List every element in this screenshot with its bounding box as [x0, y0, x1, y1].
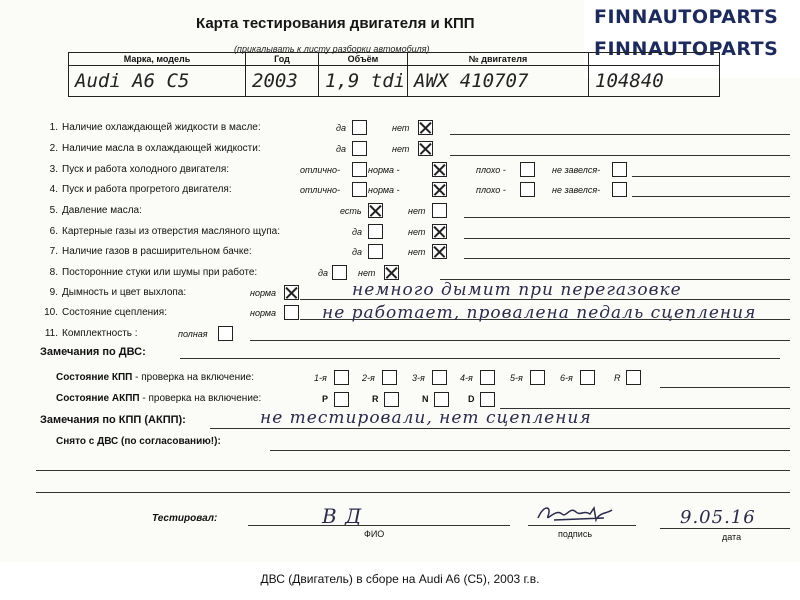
- option-label: да: [336, 123, 346, 133]
- option-label: не завелся-: [552, 185, 601, 195]
- date-value: 9.05.16: [680, 507, 756, 528]
- logo-line-1: FINNAUTOPARTS: [594, 6, 779, 28]
- item-line: [632, 176, 790, 177]
- signature-line: [528, 525, 636, 526]
- item-number: 7.: [49, 246, 58, 257]
- gear-label: R: [614, 373, 621, 383]
- option-checkbox[interactable]: [352, 182, 367, 197]
- mode-checkbox[interactable]: [334, 392, 349, 407]
- option-label: нет: [392, 144, 410, 154]
- item-line: [464, 217, 790, 218]
- option-checkbox[interactable]: [612, 162, 627, 177]
- option-checkbox[interactable]: [368, 203, 383, 218]
- option-checkbox[interactable]: [520, 162, 535, 177]
- page-caption: ДВС (Двигатель) в сборе на Audi A6 (C5), 2003 г.в.: [260, 572, 540, 586]
- option-label: норма: [250, 308, 277, 318]
- item-number: 8.: [49, 267, 58, 278]
- option-label: норма -: [368, 165, 400, 175]
- date-line: [660, 528, 790, 529]
- option-checkbox[interactable]: [432, 162, 447, 177]
- option-label: норма -: [368, 185, 400, 195]
- item-line: [632, 196, 790, 197]
- gear-checkbox[interactable]: [580, 370, 595, 385]
- handwritten-kpp-remarks: не тестировали, нет сцепления: [260, 408, 592, 428]
- dvs-remarks-label: Замечания по ДВС:: [40, 346, 146, 358]
- removed-line-1: [270, 450, 790, 451]
- value-make-model: Audi A6 C5: [69, 66, 246, 97]
- option-label: полная: [178, 329, 208, 339]
- gear-checkbox[interactable]: [626, 370, 641, 385]
- document-subtitle: (прикалывать к листу разборки автомобиля): [234, 44, 430, 54]
- option-label: не завелся-: [552, 165, 601, 175]
- option-label: нет: [408, 206, 426, 216]
- value-year: 2003: [246, 66, 319, 97]
- mode-checkbox[interactable]: [434, 392, 449, 407]
- removed-label: Снято с ДВС (по согласованию!):: [56, 436, 221, 447]
- tested-label: Тестировал:: [152, 513, 218, 524]
- option-checkbox[interactable]: [284, 305, 299, 320]
- item-number: 3.: [49, 164, 58, 175]
- option-label: норма: [250, 288, 277, 298]
- option-label: да: [352, 227, 362, 237]
- kpp-remarks-line: [210, 428, 790, 429]
- option-checkbox[interactable]: [612, 182, 627, 197]
- col-year: Год: [246, 53, 319, 66]
- item-label: Картерные газы из отверстия масляного щупа:: [62, 226, 280, 237]
- gear-checkbox[interactable]: [480, 370, 495, 385]
- item-label: Наличие охлаждающей жидкости в масле:: [62, 122, 261, 133]
- gear-checkbox[interactable]: [334, 370, 349, 385]
- option-checkbox[interactable]: [284, 285, 299, 300]
- kpp-state-bold: Состояние КПП: [56, 372, 133, 383]
- option-checkbox[interactable]: [368, 224, 383, 239]
- option-label: плохо -: [476, 185, 506, 195]
- option-checkbox[interactable]: [432, 182, 447, 197]
- item-number: 9.: [49, 287, 58, 298]
- option-label: плохо -: [476, 165, 506, 175]
- gear-checkbox[interactable]: [432, 370, 447, 385]
- option-label: да: [336, 144, 346, 154]
- item-label: Пуск и работа прогретого двигателя:: [62, 184, 232, 195]
- tested-value: В Д: [322, 504, 363, 528]
- value-volume: 1,9 tdi: [319, 66, 408, 97]
- akpp-state-rest: - проверка на включение:: [139, 393, 262, 404]
- option-label: отлично-: [300, 185, 340, 195]
- col-volume: Объём: [319, 53, 408, 66]
- mode-label: P: [322, 394, 329, 404]
- option-label: отлично-: [300, 165, 340, 175]
- date-label: дата: [722, 532, 742, 542]
- removed-line-3: [36, 492, 790, 493]
- option-checkbox[interactable]: [352, 120, 367, 135]
- item-number: 6.: [49, 226, 58, 237]
- option-checkbox[interactable]: [384, 265, 399, 280]
- mode-checkbox[interactable]: [384, 392, 399, 407]
- item-number: 1.: [49, 122, 58, 133]
- option-label: нет: [358, 268, 376, 278]
- gear-label: 1-я: [314, 373, 327, 383]
- option-label: нет: [392, 123, 410, 133]
- option-checkbox[interactable]: [352, 141, 367, 156]
- fio-label: ФИО: [364, 529, 385, 539]
- mode-label: R: [372, 394, 379, 404]
- kpp-remarks-label: Замечания по КПП (АКПП):: [40, 414, 186, 426]
- logo-line-2: FINNAUTOPARTS: [594, 38, 779, 60]
- option-checkbox[interactable]: [418, 141, 433, 156]
- value-engine-number: AWX 410707: [408, 66, 589, 97]
- item-line: [250, 340, 790, 341]
- fio-line: [248, 525, 510, 526]
- item-number: 5.: [49, 205, 58, 216]
- signature-label: подпись: [558, 529, 593, 539]
- mode-checkbox[interactable]: [480, 392, 495, 407]
- option-checkbox[interactable]: [368, 244, 383, 259]
- signature-icon: [534, 500, 624, 526]
- akpp-state-bold: Состояние АКПП: [56, 393, 140, 404]
- kpp-line: [660, 387, 790, 388]
- handwritten-item9: немного дымит при перегазовке: [352, 280, 682, 300]
- option-checkbox[interactable]: [218, 326, 233, 341]
- item-label: Дымность и цвет выхлопа:: [62, 287, 187, 298]
- akpp-state-label: [56, 393, 261, 404]
- item-number: 4.: [49, 184, 58, 195]
- item-label: Состояние сцепления:: [62, 307, 167, 318]
- col-mileage: [589, 53, 720, 66]
- option-label: нет: [408, 227, 426, 237]
- item-label: Наличие масла в охлаждающей жидкости:: [62, 143, 261, 154]
- kpp-state-rest: - проверка на включение:: [132, 372, 255, 383]
- item-label: Наличие газов в расширительном бачке:: [62, 246, 252, 257]
- gear-label: 2-я: [362, 373, 375, 383]
- gear-label: 4-я: [460, 373, 473, 383]
- col-make-model: Марка, модель: [69, 53, 246, 66]
- mode-label: D: [468, 394, 475, 404]
- option-label: есть: [340, 206, 362, 216]
- gear-label: 5-я: [510, 373, 523, 383]
- item-line: [450, 155, 790, 156]
- handwritten-item10: не работает, провалена педаль сцепления: [322, 303, 757, 323]
- item-label: Давление масла:: [62, 205, 142, 216]
- item-label: Комплектность :: [62, 328, 138, 339]
- removed-line-2: [36, 470, 790, 471]
- gear-label: 6-я: [560, 373, 573, 383]
- item-number: 2.: [49, 143, 58, 154]
- item-number: 10.: [44, 307, 58, 318]
- item-line: [450, 134, 790, 135]
- item-number: 11.: [44, 328, 58, 339]
- option-checkbox[interactable]: [418, 120, 433, 135]
- dvs-remarks-line: [180, 358, 780, 359]
- option-label: да: [318, 268, 328, 278]
- item-line: [464, 258, 790, 259]
- option-checkbox[interactable]: [432, 203, 447, 218]
- document-title: Карта тестирования двигателя и КПП: [196, 15, 475, 32]
- option-label: нет: [408, 247, 426, 257]
- item-label: Посторонние стуки или шумы при работе:: [62, 267, 258, 278]
- item-label: Пуск и работа холодного двигателя:: [62, 164, 230, 175]
- item-line: [464, 238, 790, 239]
- gear-checkbox[interactable]: [530, 370, 545, 385]
- mode-label: N: [422, 394, 429, 404]
- option-label: да: [352, 247, 362, 257]
- gear-label: 3-я: [412, 373, 425, 383]
- option-checkbox[interactable]: [352, 162, 367, 177]
- kpp-state-label: [56, 372, 254, 383]
- option-checkbox[interactable]: [432, 244, 447, 259]
- option-checkbox[interactable]: [432, 224, 447, 239]
- option-checkbox[interactable]: [520, 182, 535, 197]
- option-checkbox[interactable]: [332, 265, 347, 280]
- value-mileage: 104840: [589, 66, 720, 97]
- gear-checkbox[interactable]: [382, 370, 397, 385]
- col-engine-number: № двигателя: [408, 53, 589, 66]
- vehicle-header-table: [68, 52, 720, 97]
